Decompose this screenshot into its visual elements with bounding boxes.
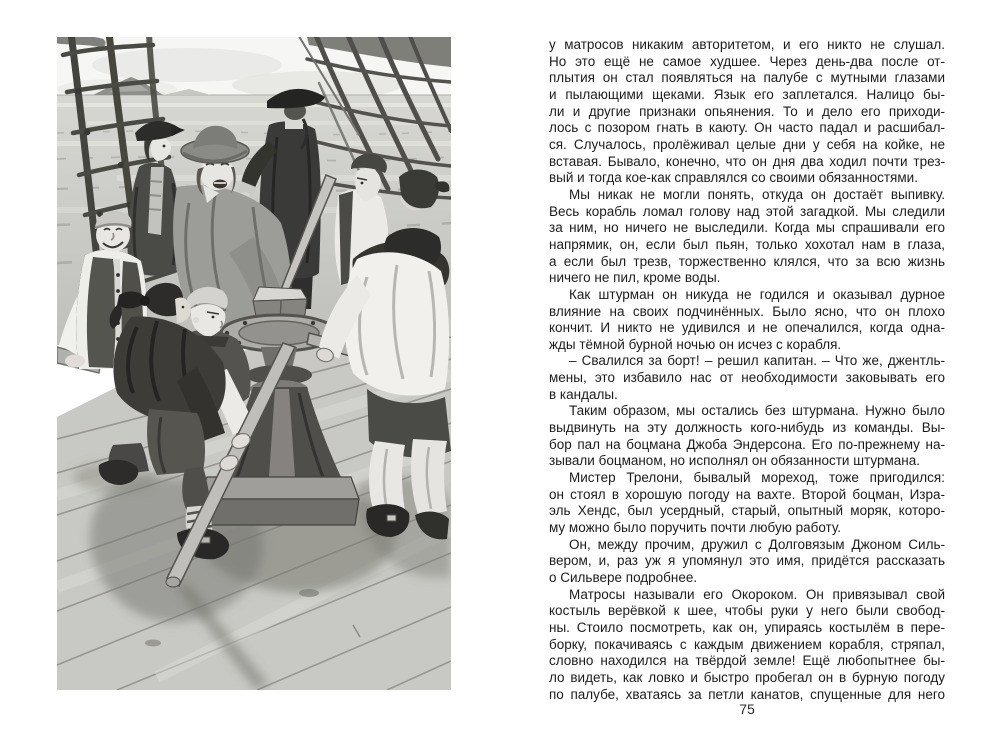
text-line: у матросов никаким авторитетом, и его никто не слушал. (549, 37, 945, 52)
text-line: му можно было поручить почти любую работу. (549, 520, 842, 536)
text-line: вый и тогда кое-как справлялся со своими обязанностями. (549, 170, 918, 186)
text-line: напрямик, он, если был пьян, только хохотал нам в глаза, (549, 236, 945, 252)
text-line: в кандалы. (549, 386, 618, 402)
text-line: борку, покачиваясь с каждым движением корабля, стряпал, (549, 636, 945, 652)
text-line: кончит. И никто не удивился и не опечалился, когда одна- (549, 320, 945, 336)
text-line: Мистер Трелони, бывалый мореход, тоже пригодился: (569, 470, 945, 486)
text-line: эль Хендс, был усердный, старый, опытный моряк, которо- (549, 503, 945, 519)
text-line: ся. Случалось, пролёживал целые дни у себя на койке, не (549, 136, 945, 152)
text-column (549, 37, 945, 703)
text-line: выдвинуть на эту должность кого-нибудь из команды. Вы- (549, 420, 945, 436)
text-line: жды тёмной бурной ночью он исчез с корабля. (549, 336, 842, 352)
text-line: Как штурман он никуда не годился и оказывал дурное (569, 286, 945, 302)
text-line: вером, и, раз уж я упомянул это имя, придётся рассказать (549, 553, 945, 569)
text-line: по палубе, хватаясь за петли канатов, спущенные для него (549, 686, 945, 702)
book-illustration (57, 37, 451, 690)
text-line: Таким образом, мы остались без штурмана. Нужно было (569, 403, 945, 419)
text-line: ло видеть, как ловко и быстро пробегал он в бурную погоду (549, 669, 945, 685)
text-line: словно находился на твёрдой земле! Ещё любопытнее бы- (549, 653, 945, 669)
text-line: Матросы называли его Окороком. Он привязывал свой (569, 586, 945, 602)
text-line: – Свалился за борт! – решил капитан. – Что же, джентль- (569, 353, 945, 369)
text-line: лось с позором гнать в каюту. Он часто падал и расшибал- (549, 120, 945, 136)
text-line: Он, между прочим, дружил с Долговязым Джоном Силь- (569, 536, 945, 552)
text-line: зывали боцманом, но исполнял он обязанности штурмана. (549, 453, 920, 469)
text-line: костыль верёвкой к шее, чтобы руки у него были свобод- (549, 603, 945, 619)
text-line: и пылающими щеками. Язык его заплетался. Налицо бы- (549, 86, 945, 102)
page-number: 75 (739, 701, 755, 717)
text-line: за ним, но ничего не выследили. Когда мы спрашивали его (549, 220, 945, 236)
text-line: ны. Стоило посмотреть, как он, упираясь костылём в пере- (549, 619, 945, 635)
text-line: о Сильвере подробнее. (549, 570, 698, 585)
text-line: ли и другие признаки опьянения. То и дело его приходи- (549, 103, 945, 119)
text-line: мены, это избавило нас от необходимости заковывать его (549, 370, 945, 386)
text-line: ничего не пил, кроме воды. (549, 270, 721, 286)
text-line: бор пал на боцмана Джоба Эндерсона. Его по-прежнему на- (549, 436, 945, 452)
text-line: влияние на своих подчинённых. Было ясно, что он плохо (549, 303, 945, 319)
illustration-svg (57, 37, 451, 690)
text-line: он стоял в хорошую погоду на вахте. Второй боцман, Изра- (549, 486, 945, 502)
text-line: вставая. Бывало, конечно, что он дня два ходил почти трез- (549, 153, 945, 169)
text-line: Мы никак не могли понять, откуда он достаёт выпивку. (569, 186, 945, 202)
text-line: Но это ещё не самое худшее. Через день-два после от- (549, 53, 945, 69)
text-line: Весь корабль ломал голову над этой загадкой. Мы следили (549, 203, 945, 219)
text-line: а если был трезв, торжественно клялся, что за всю жизнь (549, 253, 945, 269)
text-line: плытия он стал появляться на палубе с мутными глазами (549, 70, 945, 86)
